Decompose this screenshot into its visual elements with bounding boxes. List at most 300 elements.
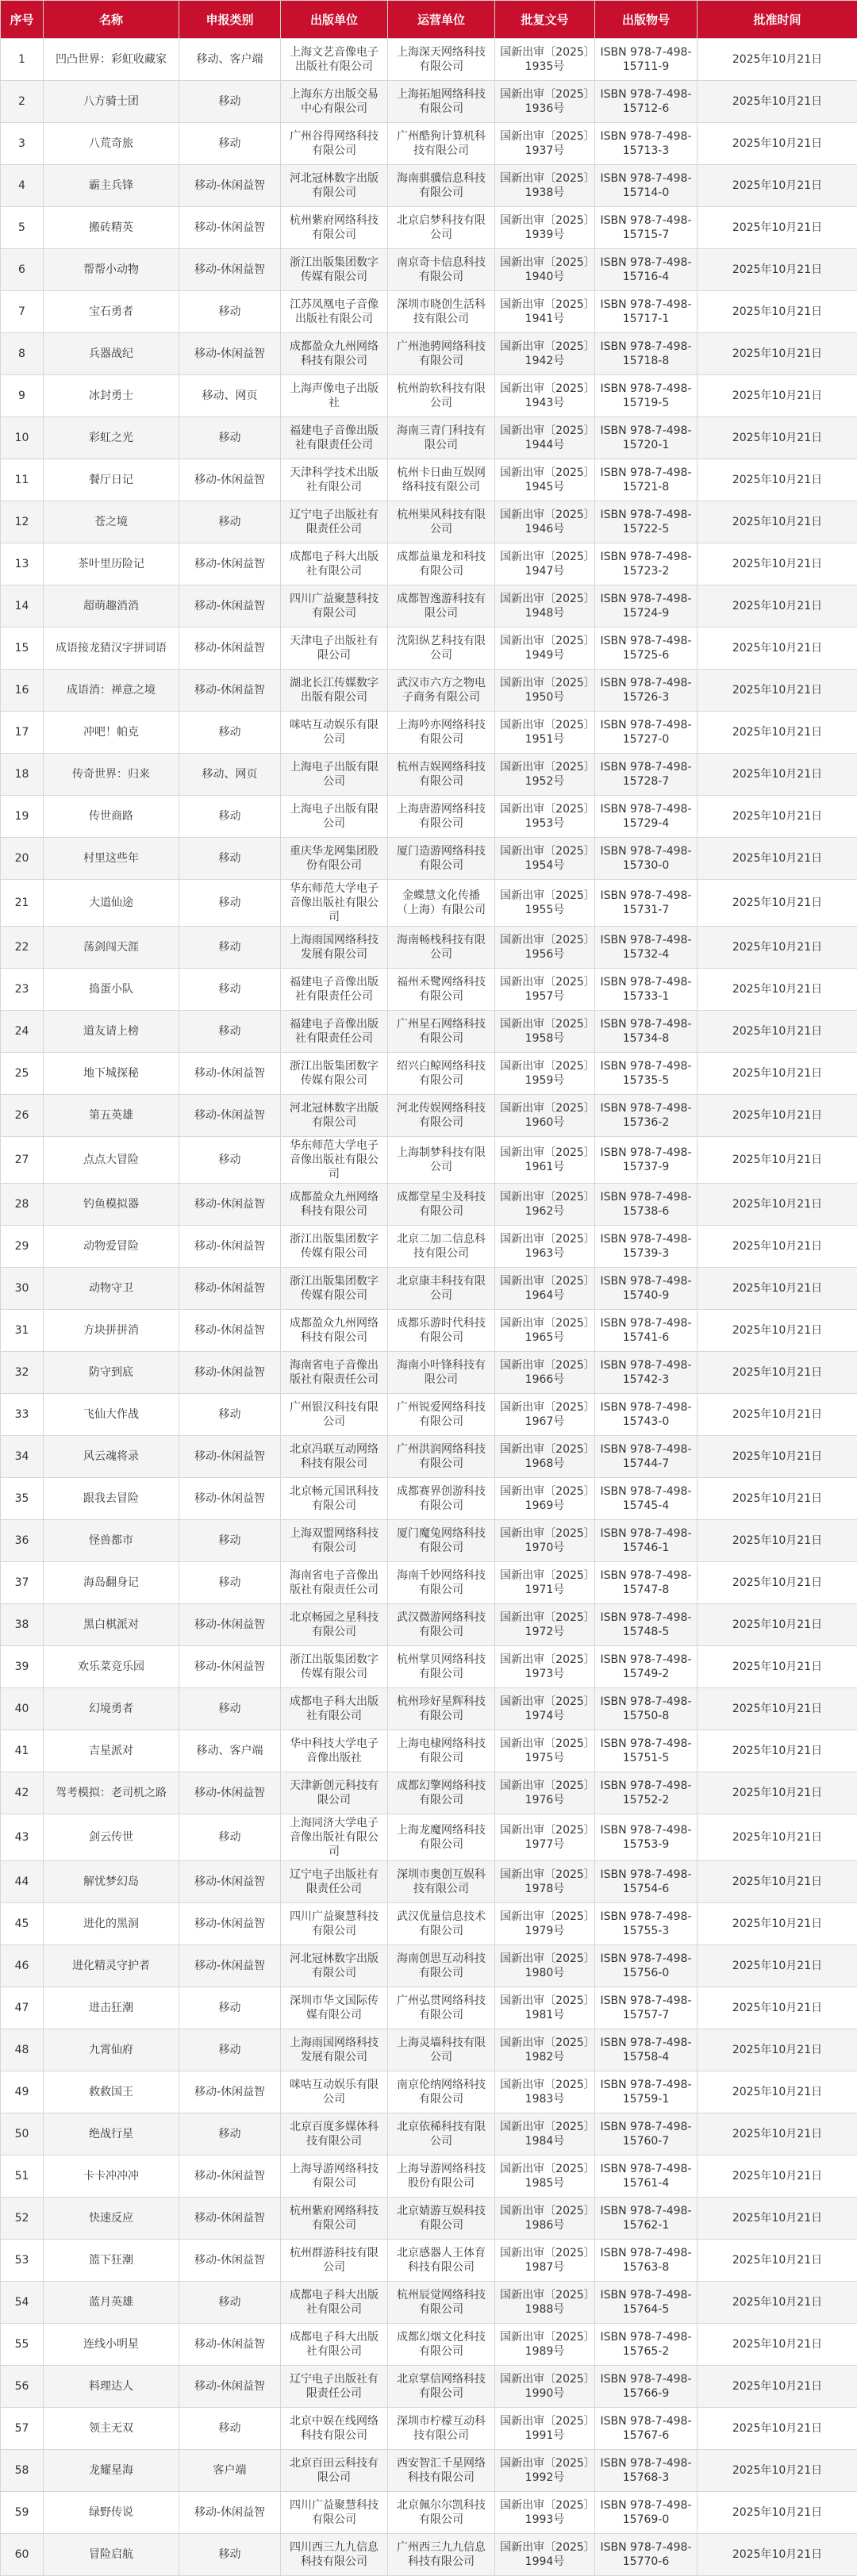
cell-category: 移动 [179, 712, 281, 754]
cell-index: 5 [1, 207, 44, 249]
table-row [1, 927, 857, 969]
cell-category: 移动-休闲益智 [179, 1352, 281, 1394]
cell-category: 移动-休闲益智 [179, 2156, 281, 2198]
cell-index: 42 [1, 1772, 44, 1814]
cell-isbn: ISBN 978-7-498-15727-0 [595, 712, 698, 754]
cell-approval-date: 2025年10月21日 [698, 1604, 857, 1646]
cell-index: 48 [1, 2029, 44, 2071]
cell-isbn: ISBN 978-7-498-15711-9 [595, 39, 698, 81]
cell-index: 60 [1, 2534, 44, 2576]
cell-isbn: ISBN 978-7-498-15753-9 [595, 1814, 698, 1861]
cell-name: 领主无双 [44, 2408, 179, 2450]
cell-category: 移动-休闲益智 [179, 1478, 281, 1520]
cell-index: 4 [1, 165, 44, 207]
cell-approval-no: 国新出审〔2025〕1944号 [495, 417, 595, 459]
cell-approval-date: 2025年10月21日 [698, 1478, 857, 1520]
cell-index: 20 [1, 838, 44, 880]
cell-category: 移动-休闲益智 [179, 2492, 281, 2534]
cell-isbn: ISBN 978-7-498-15712-6 [595, 81, 698, 123]
cell-publisher: 四川广益聚慧科技有限公司 [281, 2492, 388, 2534]
table-row [1, 207, 857, 249]
cell-publisher: 海南省电子音像出版社有限责任公司 [281, 1562, 388, 1604]
cell-operator: 北京感器人王体育科技有限公司 [388, 2240, 495, 2282]
table-row [1, 291, 857, 333]
cell-approval-no: 国新出审〔2025〕1988号 [495, 2282, 595, 2324]
cell-approval-no: 国新出审〔2025〕1982号 [495, 2029, 595, 2071]
cell-isbn: ISBN 978-7-498-15767-6 [595, 2408, 698, 2450]
cell-approval-no: 国新出审〔2025〕1991号 [495, 2408, 595, 2450]
cell-category: 移动-休闲益智 [179, 585, 281, 628]
cell-operator: 上海电棣网络科技有限公司 [388, 1730, 495, 1772]
cell-approval-date: 2025年10月21日 [698, 1562, 857, 1604]
cell-isbn: ISBN 978-7-498-15750-8 [595, 1688, 698, 1730]
cell-category: 移动-休闲益智 [179, 2240, 281, 2282]
cell-category: 移动 [179, 1011, 281, 1053]
cell-publisher: 成都盈众九州网络科技有限公司 [281, 1310, 388, 1352]
cell-publisher: 福建电子音像出版社有限责任公司 [281, 1011, 388, 1053]
cell-approval-no: 国新出审〔2025〕1966号 [495, 1352, 595, 1394]
cell-name: 跟我去冒险 [44, 1478, 179, 1520]
cell-isbn: ISBN 978-7-498-15742-3 [595, 1352, 698, 1394]
cell-isbn: ISBN 978-7-498-15757-7 [595, 1987, 698, 2029]
cell-index: 52 [1, 2198, 44, 2240]
cell-isbn: ISBN 978-7-498-15744-7 [595, 1436, 698, 1478]
cell-name: 蓝月英雄 [44, 2282, 179, 2324]
cell-index: 55 [1, 2324, 44, 2366]
cell-name: 飞仙大作战 [44, 1394, 179, 1436]
cell-approval-no: 国新出审〔2025〕1969号 [495, 1478, 595, 1520]
cell-approval-date: 2025年10月21日 [698, 459, 857, 501]
cell-isbn: ISBN 978-7-498-15735-5 [595, 1053, 698, 1095]
cell-publisher: 上海导游网络科技有限公司 [281, 2156, 388, 2198]
table-row [1, 1987, 857, 2029]
cell-operator: 北京启梦科技有限公司 [388, 207, 495, 249]
cell-operator: 成都赛界创游科技有限公司 [388, 1478, 495, 1520]
cell-approval-date: 2025年10月21日 [698, 2366, 857, 2408]
cell-approval-date: 2025年10月21日 [698, 123, 857, 165]
table-row [1, 838, 857, 880]
cell-name: 搬砖精英 [44, 207, 179, 249]
table-row [1, 123, 857, 165]
cell-publisher: 北京畅元国讯科技有限公司 [281, 1478, 388, 1520]
cell-name: 传奇世界：归来 [44, 754, 179, 796]
cell-category: 移动-休闲益智 [179, 1604, 281, 1646]
cell-approval-no: 国新出审〔2025〕1953号 [495, 796, 595, 838]
cell-approval-date: 2025年10月21日 [698, 1137, 857, 1184]
cell-approval-no: 国新出审〔2025〕1936号 [495, 81, 595, 123]
cell-name: 霸主兵锋 [44, 165, 179, 207]
cell-operator: 海南创思互动科技有限公司 [388, 1945, 495, 1987]
cell-publisher: 杭州群游科技有限公司 [281, 2240, 388, 2282]
cell-approval-date: 2025年10月21日 [698, 712, 857, 754]
column-header-isbn: 出版物号 [595, 1, 698, 39]
cell-isbn: ISBN 978-7-498-15729-4 [595, 796, 698, 838]
table-row [1, 2240, 857, 2282]
table-row [1, 333, 857, 375]
cell-name: 连线小明星 [44, 2324, 179, 2366]
cell-index: 28 [1, 1184, 44, 1226]
cell-operator: 上海灵墙科技有限公司 [388, 2029, 495, 2071]
table-row [1, 880, 857, 927]
table-row [1, 1095, 857, 1137]
cell-approval-date: 2025年10月21日 [698, 1436, 857, 1478]
cell-isbn: ISBN 978-7-498-15721-8 [595, 459, 698, 501]
column-header-approval-date: 批准时间 [698, 1, 857, 39]
cell-category: 移动 [179, 2408, 281, 2450]
cell-publisher: 上海声像电子出版社 [281, 375, 388, 417]
table-row [1, 796, 857, 838]
cell-approval-date: 2025年10月21日 [698, 2492, 857, 2534]
cell-isbn: ISBN 978-7-498-15752-2 [595, 1772, 698, 1814]
table-row [1, 1772, 857, 1814]
table-row [1, 417, 857, 459]
cell-name: 动物爱冒险 [44, 1226, 179, 1268]
cell-approval-date: 2025年10月21日 [698, 333, 857, 375]
cell-approval-no: 国新出审〔2025〕1984号 [495, 2113, 595, 2156]
cell-isbn: ISBN 978-7-498-15717-1 [595, 291, 698, 333]
cell-approval-date: 2025年10月21日 [698, 1646, 857, 1688]
cell-operator: 广州星石网络科技有限公司 [388, 1011, 495, 1053]
cell-publisher: 辽宁电子出版社有限责任公司 [281, 1861, 388, 1903]
cell-publisher: 辽宁电子出版社有限责任公司 [281, 501, 388, 543]
cell-isbn: ISBN 978-7-498-15768-3 [595, 2450, 698, 2492]
table-row [1, 2071, 857, 2113]
cell-approval-no: 国新出审〔2025〕1979号 [495, 1903, 595, 1945]
cell-approval-date: 2025年10月21日 [698, 2534, 857, 2576]
cell-name: 方块拼拼消 [44, 1310, 179, 1352]
cell-isbn: ISBN 978-7-498-15723-2 [595, 543, 698, 585]
cell-name: 龙耀星海 [44, 2450, 179, 2492]
cell-name: 村里这些年 [44, 838, 179, 880]
table-row [1, 585, 857, 628]
cell-category: 移动-休闲益智 [179, 207, 281, 249]
cell-publisher: 华中科技大学电子音像出版社 [281, 1730, 388, 1772]
cell-category: 移动 [179, 291, 281, 333]
table-row [1, 1945, 857, 1987]
cell-index: 8 [1, 333, 44, 375]
cell-isbn: ISBN 978-7-498-15714-0 [595, 165, 698, 207]
cell-category: 移动-休闲益智 [179, 1646, 281, 1688]
cell-category: 移动-休闲益智 [179, 670, 281, 712]
cell-isbn: ISBN 978-7-498-15724-9 [595, 585, 698, 628]
table-row [1, 165, 857, 207]
cell-index: 41 [1, 1730, 44, 1772]
cell-publisher: 成都电子科大出版社有限公司 [281, 2324, 388, 2366]
cell-index: 25 [1, 1053, 44, 1095]
cell-index: 15 [1, 628, 44, 670]
cell-publisher: 上海电子出版有限公司 [281, 754, 388, 796]
cell-name: 黑白棋派对 [44, 1604, 179, 1646]
cell-category: 移动、客户端 [179, 1730, 281, 1772]
cell-index: 33 [1, 1394, 44, 1436]
cell-isbn: ISBN 978-7-498-15760-7 [595, 2113, 698, 2156]
cell-approval-date: 2025年10月21日 [698, 2071, 857, 2113]
cell-index: 16 [1, 670, 44, 712]
cell-category: 移动 [179, 2113, 281, 2156]
cell-operator: 武汉微游网络科技有限公司 [388, 1604, 495, 1646]
cell-category: 移动 [179, 880, 281, 927]
table-row [1, 969, 857, 1011]
cell-category: 移动-休闲益智 [179, 1945, 281, 1987]
cell-category: 客户端 [179, 2450, 281, 2492]
cell-approval-date: 2025年10月21日 [698, 1730, 857, 1772]
cell-name: 剑云传世 [44, 1814, 179, 1861]
cell-name: 料理达人 [44, 2366, 179, 2408]
cell-name: 进化的黑洞 [44, 1903, 179, 1945]
cell-operator: 杭州珍好星辉科技有限公司 [388, 1688, 495, 1730]
cell-isbn: ISBN 978-7-498-15755-3 [595, 1903, 698, 1945]
cell-category: 移动 [179, 1137, 281, 1184]
table-row [1, 375, 857, 417]
cell-name: 进击狂潮 [44, 1987, 179, 2029]
cell-index: 53 [1, 2240, 44, 2282]
cell-category: 移动-休闲益智 [179, 1095, 281, 1137]
cell-category: 移动 [179, 1562, 281, 1604]
cell-name: 解忧梦幻岛 [44, 1861, 179, 1903]
cell-isbn: ISBN 978-7-498-15743-0 [595, 1394, 698, 1436]
table-row [1, 2198, 857, 2240]
cell-approval-date: 2025年10月21日 [698, 1772, 857, 1814]
cell-category: 移动 [179, 2282, 281, 2324]
cell-approval-date: 2025年10月21日 [698, 81, 857, 123]
table-row [1, 1352, 857, 1394]
cell-index: 57 [1, 2408, 44, 2450]
cell-approval-no: 国新出审〔2025〕1949号 [495, 628, 595, 670]
cell-publisher: 成都盈众九州网络科技有限公司 [281, 333, 388, 375]
cell-approval-no: 国新出审〔2025〕1947号 [495, 543, 595, 585]
cell-category: 移动-休闲益智 [179, 333, 281, 375]
cell-approval-no: 国新出审〔2025〕1948号 [495, 585, 595, 628]
cell-index: 40 [1, 1688, 44, 1730]
cell-index: 18 [1, 754, 44, 796]
cell-index: 51 [1, 2156, 44, 2198]
table-row [1, 459, 857, 501]
cell-index: 54 [1, 2282, 44, 2324]
cell-approval-date: 2025年10月21日 [698, 880, 857, 927]
cell-publisher: 广州银汉科技有限公司 [281, 1394, 388, 1436]
cell-approval-no: 国新出审〔2025〕1950号 [495, 670, 595, 712]
cell-category: 移动 [179, 123, 281, 165]
cell-operator: 成都益巢龙和科技有限公司 [388, 543, 495, 585]
cell-index: 44 [1, 1861, 44, 1903]
cell-approval-date: 2025年10月21日 [698, 1861, 857, 1903]
table-row [1, 81, 857, 123]
cell-approval-date: 2025年10月21日 [698, 1268, 857, 1310]
table-row [1, 1520, 857, 1562]
cell-category: 移动-休闲益智 [179, 1436, 281, 1478]
cell-name: 驾考模拟：老司机之路 [44, 1772, 179, 1814]
cell-name: 进化精灵守护者 [44, 1945, 179, 1987]
cell-index: 36 [1, 1520, 44, 1562]
cell-index: 17 [1, 712, 44, 754]
cell-operator: 上海唐游网络科技有限公司 [388, 796, 495, 838]
table-row [1, 1861, 857, 1903]
cell-category: 移动-休闲益智 [179, 628, 281, 670]
cell-index: 3 [1, 123, 44, 165]
cell-approval-date: 2025年10月21日 [698, 2450, 857, 2492]
cell-operator: 北京掌信网络科技有限公司 [388, 2366, 495, 2408]
cell-publisher: 河北冠林数字出版有限公司 [281, 1095, 388, 1137]
table-row [1, 501, 857, 543]
cell-category: 移动-休闲益智 [179, 249, 281, 291]
cell-name: 九霄仙府 [44, 2029, 179, 2071]
cell-approval-date: 2025年10月21日 [698, 39, 857, 81]
cell-approval-no: 国新出审〔2025〕1955号 [495, 880, 595, 927]
cell-publisher: 上海文艺音像电子出版社有限公司 [281, 39, 388, 81]
cell-index: 11 [1, 459, 44, 501]
cell-name: 防守到底 [44, 1352, 179, 1394]
cell-index: 56 [1, 2366, 44, 2408]
cell-category: 移动-休闲益智 [179, 543, 281, 585]
cell-approval-no: 国新出审〔2025〕1946号 [495, 501, 595, 543]
cell-category: 移动 [179, 1814, 281, 1861]
cell-operator: 成都智逸游科技有限公司 [388, 585, 495, 628]
cell-publisher: 河北冠林数字出版有限公司 [281, 165, 388, 207]
cell-category: 移动、客户端 [179, 39, 281, 81]
cell-name: 捣蛋小队 [44, 969, 179, 1011]
cell-name: 钓鱼模拟器 [44, 1184, 179, 1226]
cell-index: 30 [1, 1268, 44, 1310]
table-row [1, 39, 857, 81]
cell-index: 45 [1, 1903, 44, 1945]
table-row [1, 2534, 857, 2576]
cell-name: 第五英雄 [44, 1095, 179, 1137]
table-body [1, 39, 857, 2576]
cell-name: 传世商路 [44, 796, 179, 838]
cell-isbn: ISBN 978-7-498-15720-1 [595, 417, 698, 459]
cell-name: 兵器战纪 [44, 333, 179, 375]
cell-publisher: 深圳市华文国际传媒有限公司 [281, 1987, 388, 2029]
cell-index: 2 [1, 81, 44, 123]
cell-index: 14 [1, 585, 44, 628]
cell-name: 动物守卫 [44, 1268, 179, 1310]
cell-operator: 福州禾鹭网络科技有限公司 [388, 969, 495, 1011]
table-row [1, 2029, 857, 2071]
cell-index: 27 [1, 1137, 44, 1184]
cell-category: 移动-休闲益智 [179, 1310, 281, 1352]
cell-approval-no: 国新出审〔2025〕1987号 [495, 2240, 595, 2282]
cell-name: 帮帮小动物 [44, 249, 179, 291]
cell-operator: 广州酷狗计算机科技有限公司 [388, 123, 495, 165]
cell-category: 移动 [179, 81, 281, 123]
cell-isbn: ISBN 978-7-498-15745-4 [595, 1478, 698, 1520]
cell-index: 31 [1, 1310, 44, 1352]
cell-name: 道友请上榜 [44, 1011, 179, 1053]
cell-category: 移动-休闲益智 [179, 2071, 281, 2113]
cell-operator: 厦门魔兔网络科技有限公司 [388, 1520, 495, 1562]
cell-publisher: 成都电子科大出版社有限公司 [281, 543, 388, 585]
cell-approval-no: 国新出审〔2025〕1963号 [495, 1226, 595, 1268]
cell-approval-no: 国新出审〔2025〕1962号 [495, 1184, 595, 1226]
cell-publisher: 上海同济大学电子音像出版社有限公司 [281, 1814, 388, 1861]
cell-index: 50 [1, 2113, 44, 2156]
cell-name: 点点大冒险 [44, 1137, 179, 1184]
cell-operator: 杭州卡日曲互娱网络科技有限公司 [388, 459, 495, 501]
cell-isbn: ISBN 978-7-498-15746-1 [595, 1520, 698, 1562]
cell-approval-no: 国新出审〔2025〕1961号 [495, 1137, 595, 1184]
cell-name: 欢乐菜竞乐园 [44, 1646, 179, 1688]
column-header-approval-no: 批复文号 [495, 1, 595, 39]
cell-approval-date: 2025年10月21日 [698, 501, 857, 543]
cell-publisher: 北京冯联互动网络科技有限公司 [281, 1436, 388, 1478]
table-row [1, 1394, 857, 1436]
cell-approval-date: 2025年10月21日 [698, 585, 857, 628]
cell-approval-date: 2025年10月21日 [698, 375, 857, 417]
cell-publisher: 北京中娱在线网络科技有限公司 [281, 2408, 388, 2450]
cell-publisher: 福建电子音像出版社有限责任公司 [281, 969, 388, 1011]
cell-approval-date: 2025年10月21日 [698, 207, 857, 249]
cell-isbn: ISBN 978-7-498-15731-7 [595, 880, 698, 927]
cell-name: 冲吧！帕克 [44, 712, 179, 754]
table-row [1, 1226, 857, 1268]
cell-category: 移动-休闲益智 [179, 1226, 281, 1268]
cell-index: 37 [1, 1562, 44, 1604]
cell-operator: 北京依稀科技有限公司 [388, 2113, 495, 2156]
cell-name: 救救国王 [44, 2071, 179, 2113]
cell-name: 冰封勇士 [44, 375, 179, 417]
cell-approval-no: 国新出审〔2025〕1941号 [495, 291, 595, 333]
cell-isbn: ISBN 978-7-498-15713-3 [595, 123, 698, 165]
cell-approval-date: 2025年10月21日 [698, 838, 857, 880]
cell-approval-date: 2025年10月21日 [698, 670, 857, 712]
column-header-category: 申报类别 [179, 1, 281, 39]
cell-publisher: 浙江出版集团数字传媒有限公司 [281, 1646, 388, 1688]
cell-name: 吉星派对 [44, 1730, 179, 1772]
cell-name: 彩虹之光 [44, 417, 179, 459]
cell-operator: 南京伦纳网络科技有限公司 [388, 2071, 495, 2113]
cell-isbn: ISBN 978-7-498-15719-5 [595, 375, 698, 417]
table-row [1, 1310, 857, 1352]
cell-index: 29 [1, 1226, 44, 1268]
cell-index: 24 [1, 1011, 44, 1053]
cell-approval-date: 2025年10月21日 [698, 1226, 857, 1268]
cell-publisher: 上海雨国网络科技发展有限公司 [281, 2029, 388, 2071]
cell-approval-date: 2025年10月21日 [698, 2408, 857, 2450]
cell-approval-no: 国新出审〔2025〕1985号 [495, 2156, 595, 2198]
cell-publisher: 天津电子出版社有限公司 [281, 628, 388, 670]
cell-index: 34 [1, 1436, 44, 1478]
cell-operator: 成都堂星尘及科技有限公司 [388, 1184, 495, 1226]
table-row [1, 1688, 857, 1730]
cell-approval-no: 国新出审〔2025〕1993号 [495, 2492, 595, 2534]
cell-publisher: 成都盈众九州网络科技有限公司 [281, 1184, 388, 1226]
cell-publisher: 上海电子出版有限公司 [281, 796, 388, 838]
table-row [1, 1268, 857, 1310]
cell-isbn: ISBN 978-7-498-15747-8 [595, 1562, 698, 1604]
table-row [1, 712, 857, 754]
cell-operator: 海南畅栈科技有限公司 [388, 927, 495, 969]
cell-name: 篮下狂潮 [44, 2240, 179, 2282]
cell-isbn: ISBN 978-7-498-15725-6 [595, 628, 698, 670]
cell-approval-date: 2025年10月21日 [698, 1814, 857, 1861]
cell-index: 7 [1, 291, 44, 333]
cell-publisher: 浙江出版集团数字传媒有限公司 [281, 1053, 388, 1095]
cell-name: 幻境勇者 [44, 1688, 179, 1730]
cell-category: 移动-休闲益智 [179, 1268, 281, 1310]
cell-category: 移动、网页 [179, 754, 281, 796]
cell-index: 9 [1, 375, 44, 417]
cell-operator: 绍兴白鲸网络科技有限公司 [388, 1053, 495, 1095]
cell-isbn: ISBN 978-7-498-15722-5 [595, 501, 698, 543]
cell-isbn: ISBN 978-7-498-15759-1 [595, 2071, 698, 2113]
cell-isbn: ISBN 978-7-498-15766-9 [595, 2366, 698, 2408]
cell-approval-no: 国新出审〔2025〕1935号 [495, 39, 595, 81]
cell-publisher: 河北冠林数字出版有限公司 [281, 1945, 388, 1987]
cell-isbn: ISBN 978-7-498-15756-0 [595, 1945, 698, 1987]
cell-index: 1 [1, 39, 44, 81]
cell-category: 移动 [179, 969, 281, 1011]
cell-publisher: 天津科学技术出版社有限公司 [281, 459, 388, 501]
